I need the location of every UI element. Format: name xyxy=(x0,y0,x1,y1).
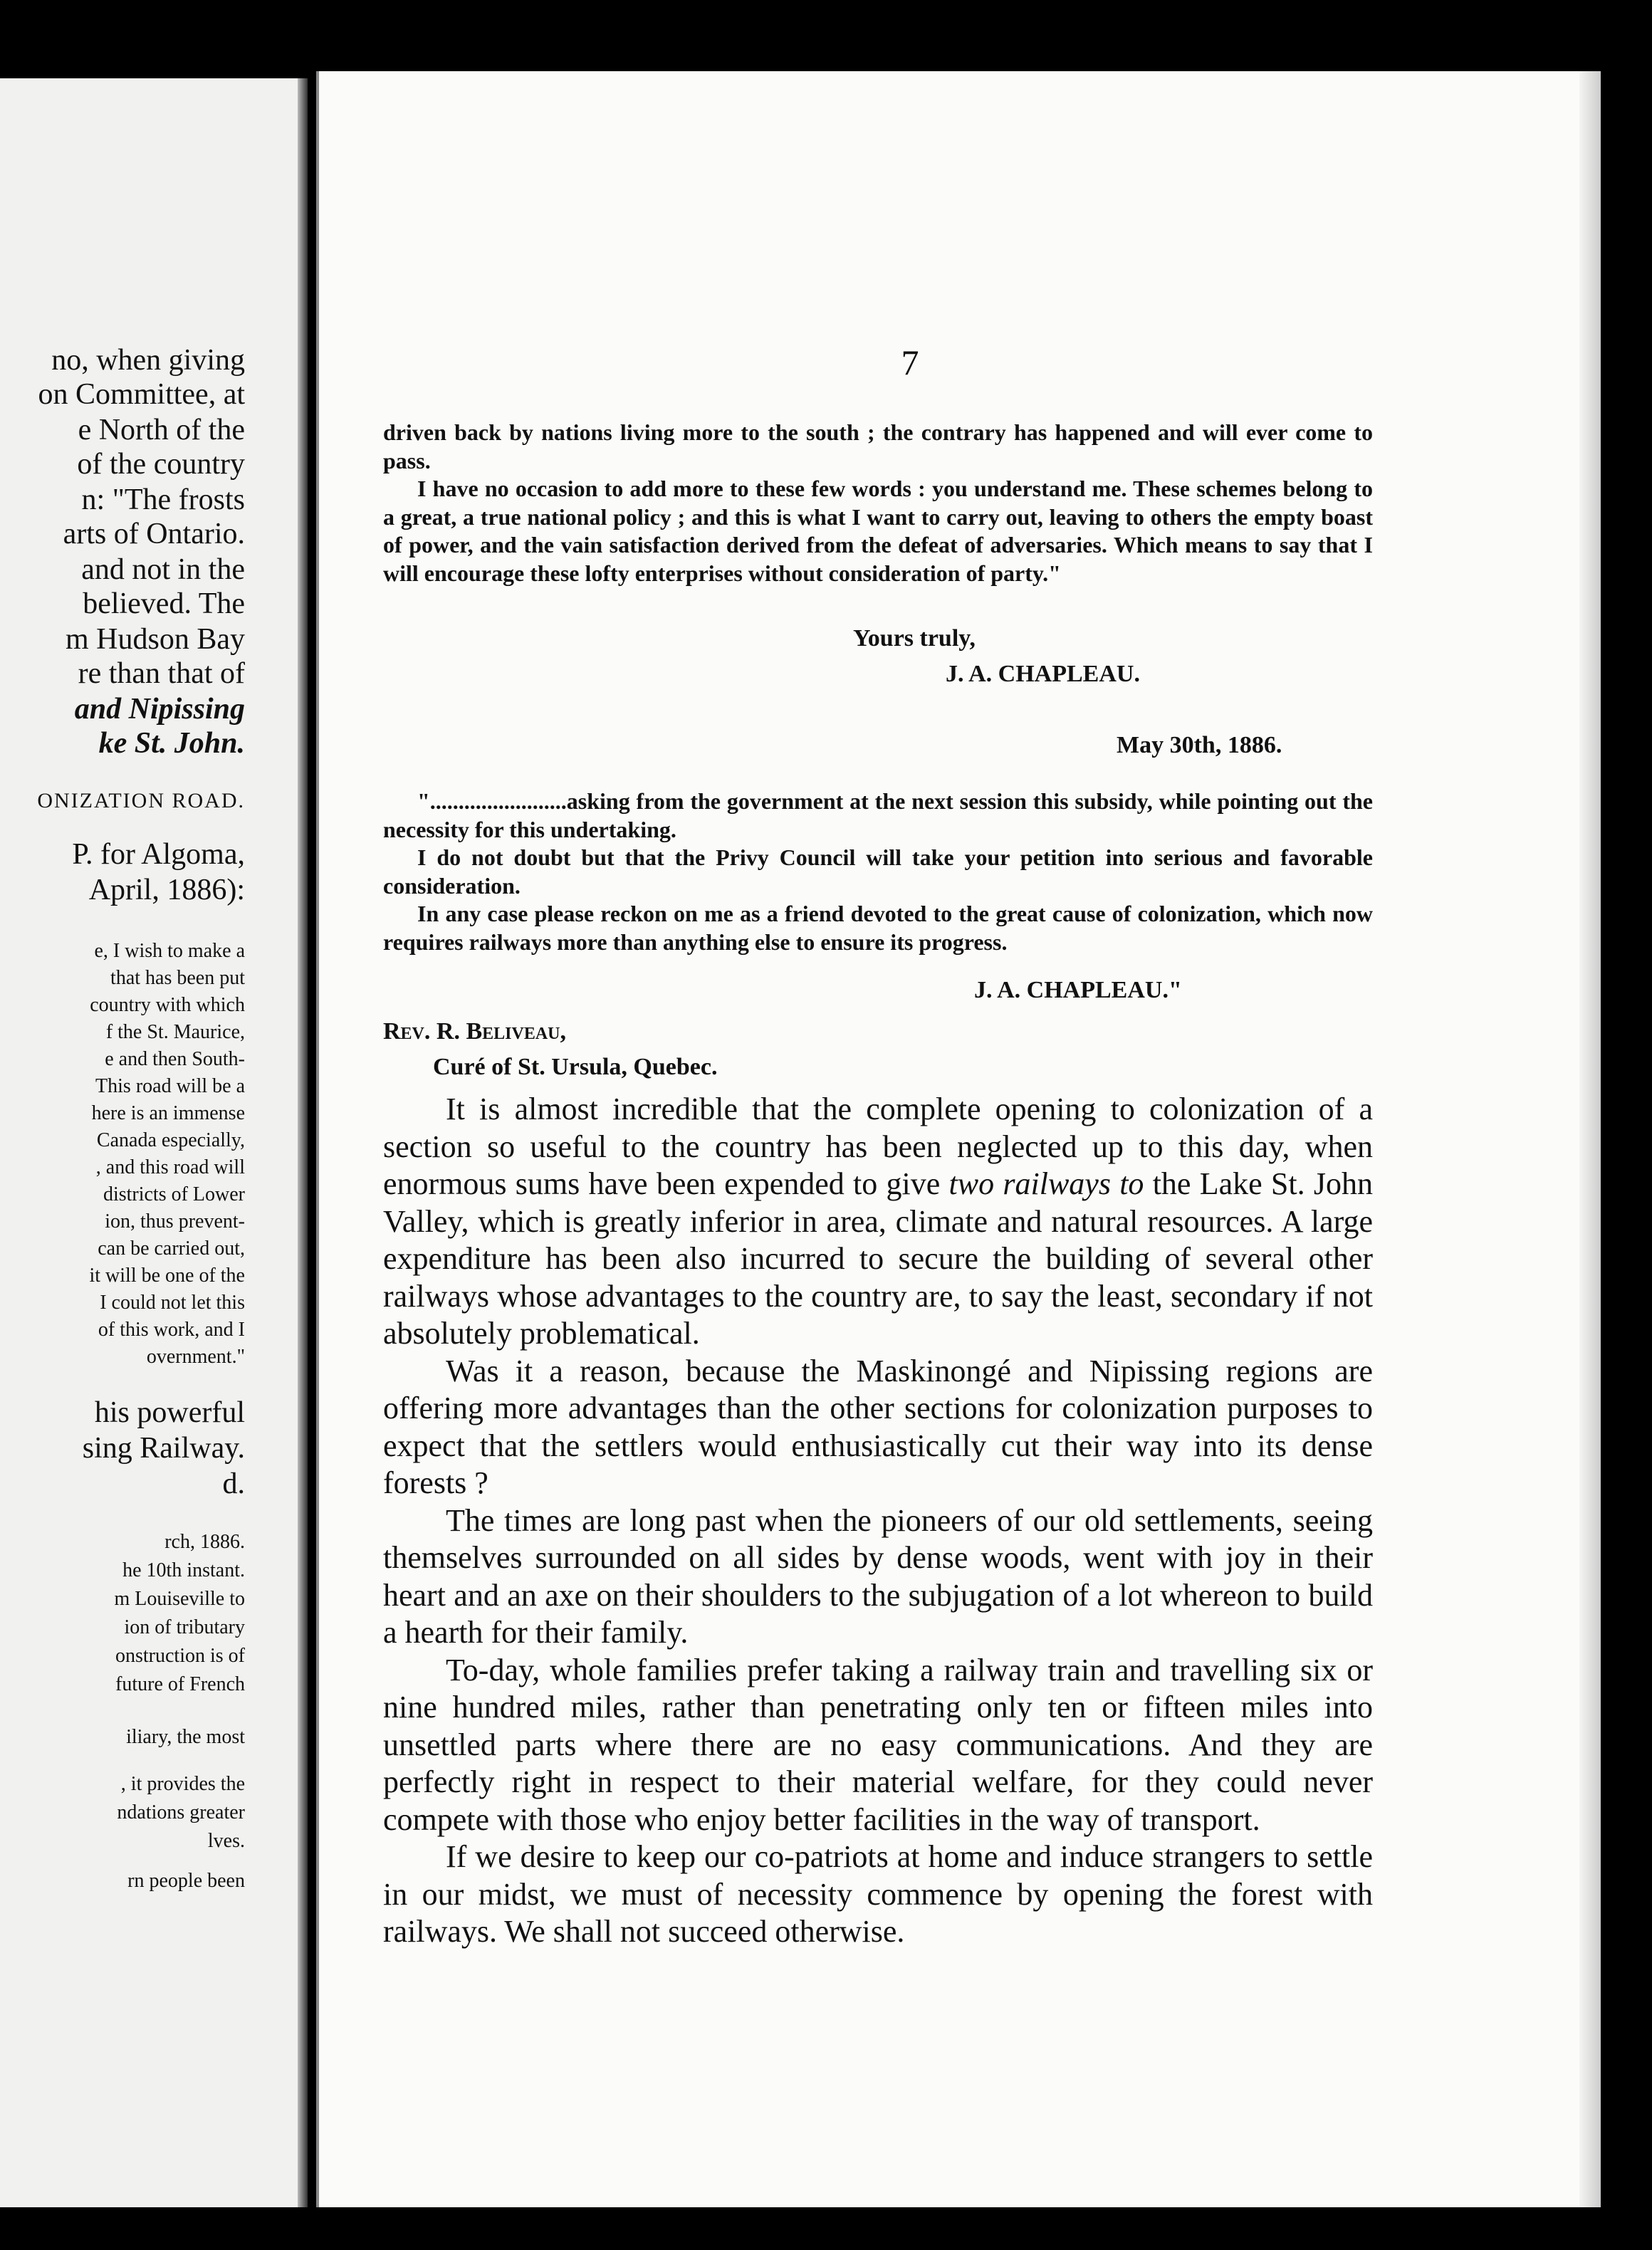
previous-page-line: rch, 1886. xyxy=(164,1531,245,1553)
letter-two-body xyxy=(383,788,1373,956)
letter-one-signature: J. A. CHAPLEAU. xyxy=(946,661,1140,687)
previous-page-line: e, I wish to make a xyxy=(94,940,245,962)
body-paragraph-4: To-day, whole families prefer taking a railway train and travelling six or nine hundred miles, rather than penetrating only ten or fifteen miles into unsettled parts where there are no easy communications. And they are perfectly right in respect to their material welfare, for they could never compete with those who enjoy better facilities in the way of transport. xyxy=(383,1652,1373,1837)
previous-page-line: he 10th instant. xyxy=(122,1559,245,1581)
previous-page-line: can be carried out, xyxy=(98,1238,245,1260)
previous-page-line: ion, thus prevent- xyxy=(105,1210,245,1233)
previous-page-line: no, when giving xyxy=(51,344,245,377)
previous-page-line: iliary, the most xyxy=(126,1726,245,1748)
previous-page-line: believed. The xyxy=(83,587,245,620)
previous-page-line: , it provides the xyxy=(120,1773,245,1795)
previous-page-line: here is an immense xyxy=(91,1102,245,1124)
addressee-name: Rev. R. Beliveau, xyxy=(383,1018,566,1045)
previous-page-line: rn people been xyxy=(127,1870,245,1892)
letter-two-paragraph: In any case please reckon on me as a friend devoted to the great cause of colonization, which now requires railways more than anything else to ensure its progress. xyxy=(383,901,1373,955)
previous-page-line: country with which xyxy=(90,994,245,1016)
body-paragraph-5: If we desire to keep our co-patriots at home and induce strangers to settle in our midst, we must of necessity commence by opening the forest with railways. We shall not succeed otherwise. xyxy=(383,1839,1373,1949)
letter-one-closing: Yours truly, xyxy=(853,625,976,652)
previous-page-line: districts of Lower xyxy=(103,1183,245,1205)
previous-page-line: arts of Ontario. xyxy=(63,518,245,550)
previous-page-line: that has been put xyxy=(110,967,245,989)
previous-page-line: future of French xyxy=(115,1673,245,1695)
page xyxy=(316,71,1601,2207)
previous-page-line: n: "The frosts xyxy=(81,483,245,516)
previous-page-line: and Nipissing xyxy=(74,693,245,726)
previous-page-text xyxy=(0,78,298,2207)
previous-page-line: I could not let this xyxy=(100,1292,245,1314)
letter-one-paragraph: I have no occasion to add more to these few words : you understand me. These schemes belong to a great, a true national policy ; and this is what I want to carry out, leaving to others the empty boast of power, and the vain satisfaction derived from the defeat of adversaries. Which means to say that I will encourage these lofty enterprises without consideration of party." xyxy=(383,476,1373,586)
previous-page-line: P. for Algoma, xyxy=(72,838,245,871)
previous-page-line: e and then South- xyxy=(105,1048,245,1070)
previous-page-line: d. xyxy=(222,1467,245,1500)
italic-phrase: two railways to xyxy=(948,1166,1144,1201)
letter-one-body xyxy=(383,419,1373,587)
body-paragraph-1: It is almost incredible that the complete opening to colonization of a section so useful to the country has been neglected up to this day, when enormous sums have been expended to give two railways to the Lake St. John Valley, which is greatly inferior in area, climate and natural resources. A large expenditure has been also incurred to secure the building of several other railways whose advantages to the country are, to say the least, secondary if not absolutely problematical. xyxy=(383,1092,1373,1351)
page-gutter xyxy=(298,78,308,2207)
previous-page-line: his powerful xyxy=(94,1396,245,1429)
previous-page-line: on Committee, at xyxy=(38,378,245,411)
previous-page-line: it will be one of the xyxy=(89,1265,245,1287)
previous-page-line: , and this road will xyxy=(95,1156,245,1178)
previous-page-line: ONIZATION ROAD. xyxy=(37,789,245,812)
previous-page-line: e North of the xyxy=(78,414,245,446)
letter-two-paragraph: I do not doubt but that the Privy Council will take your petition into serious and favorable consideration. xyxy=(383,844,1373,899)
previous-page-line: of the country xyxy=(77,448,245,481)
previous-page-line: of this work, and I xyxy=(98,1319,245,1341)
letter-two-signature: J. A. CHAPLEAU." xyxy=(974,977,1182,1003)
page-edge-shadow xyxy=(1579,71,1601,2207)
letter-two-date: May 30th, 1886. xyxy=(1117,732,1282,758)
previous-page-line: sing Railway. xyxy=(82,1432,245,1465)
previous-page-line: re than that of xyxy=(78,657,245,690)
previous-page-line: April, 1886): xyxy=(88,874,245,906)
addressee-place: Curé of St. Ursula, Quebec. xyxy=(433,1054,718,1080)
previous-page-line: overnment." xyxy=(146,1346,245,1368)
body-paragraph-3: The times are long past when the pioneers of our old settlements, seeing themselves surrounded on all sides by dense woods, went with joy in their heart and an axe on their shoulders to the subjugation of a lot whereon to build a hearth for their family. xyxy=(383,1502,1373,1650)
body-paragraph-2: Was it a reason, because the Maskinongé and Nipissing regions are offering more advantages than the other sections for colonization purposes to expect that the settlers would enthusiastically cut their way into its dense forests ? xyxy=(383,1353,1373,1500)
previous-page-line: ion of tributary xyxy=(124,1616,245,1638)
previous-page-line: ke St. John. xyxy=(98,727,245,760)
previous-page-line: and not in the xyxy=(81,553,245,586)
main-body xyxy=(383,1091,1373,1951)
previous-page-line: This road will be a xyxy=(95,1075,245,1097)
previous-page-line: lves. xyxy=(207,1830,245,1852)
previous-page-line: ndations greater xyxy=(117,1801,245,1823)
previous-page-line: onstruction is of xyxy=(115,1645,245,1667)
previous-page-line: m Hudson Bay xyxy=(66,623,245,656)
previous-page-line: m Louiseville to xyxy=(114,1588,245,1610)
previous-page-fragment xyxy=(0,78,308,2207)
previous-page-line: f the St. Maurice, xyxy=(105,1021,245,1043)
page-number: 7 xyxy=(901,342,919,382)
previous-page-line: Canada especially, xyxy=(96,1129,245,1151)
letter-one-paragraph: driven back by nations living more to the south ; the contrary has happened and will ever come to pass. xyxy=(383,419,1373,473)
letter-two-paragraph: "........................asking from the government at the next session this subsidy, while pointing out the necessity for this undertaking. xyxy=(383,788,1373,842)
